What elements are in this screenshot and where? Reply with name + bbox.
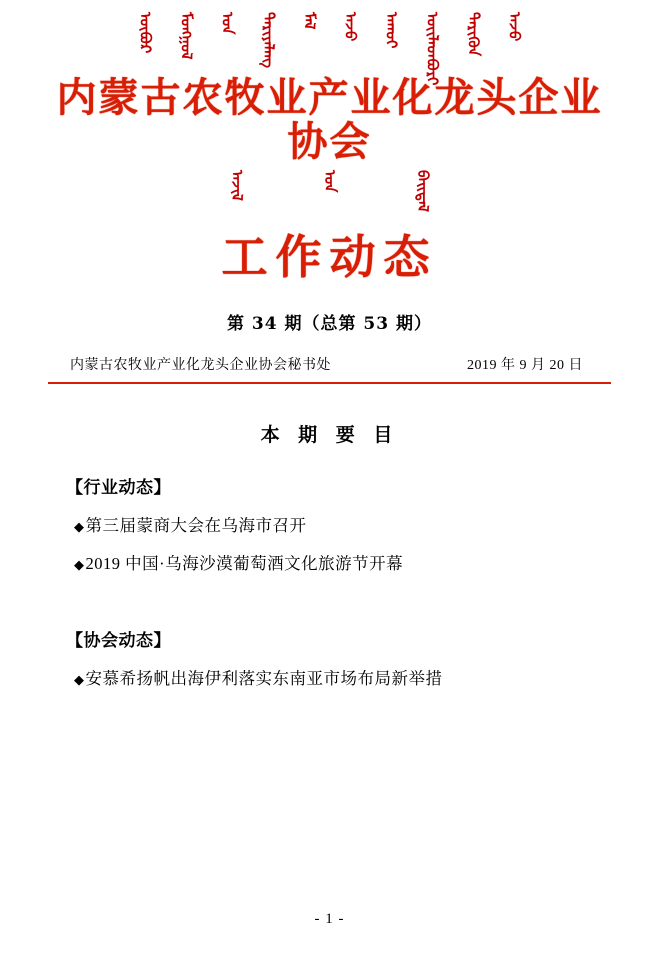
mongolian-glyph: ᠮᠠᠯ xyxy=(300,12,319,30)
diamond-bullet-icon: ◆ xyxy=(74,557,85,573)
mongolian-script-band-middle xyxy=(48,170,611,228)
section-heading: 【协会动态】 xyxy=(66,630,171,651)
contents-section-industry xyxy=(48,473,611,574)
list-item-label: 安慕希扬帆出海伊利落实东南亚市场布局新举措 xyxy=(85,668,443,688)
page-number: - 1 - xyxy=(314,911,345,927)
list-item[interactable] xyxy=(48,665,611,689)
mongolian-glyph: ᠲᠠᠷᠢᠶᠠᠯᠠᠩ xyxy=(259,12,278,68)
header-divider xyxy=(48,382,611,384)
mongolian-glyph: ᠦᠪᠦᠷ xyxy=(136,12,155,54)
list-item-label: 第三届蒙商大会在乌海市召开 xyxy=(85,515,307,535)
mongolian-glyph: ᠦᠢᠯᠡᠳᠪᠦᠷᠢ xyxy=(423,12,442,86)
list-item[interactable] xyxy=(48,512,611,536)
masthead-subtitle: 工作动态 xyxy=(221,230,438,284)
section-heading: 【行业动态】 xyxy=(66,477,171,498)
issue-number: 第 34 期（总第 53 期） xyxy=(227,313,432,334)
mongolian-glyph: ᠠᠵᠢᠯ xyxy=(228,170,246,201)
list-item-label: 2019 中国·乌海沙漠葡萄酒文化旅游节开幕 xyxy=(85,553,404,573)
mongolian-glyph: ᠲᠡᠷᠢᠭᠦᠨ xyxy=(464,12,483,57)
mongolian-glyph: ᠠᠬᠤᠢ xyxy=(382,12,401,49)
mongolian-script-band-top xyxy=(48,0,611,86)
mongolian-glyph: ᠪᠠᠢᠳᠠᠯ xyxy=(414,170,432,212)
mongolian-glyph: ᠮᠣᠩᠭᠣᠯ xyxy=(177,12,196,60)
diamond-bullet-icon: ◆ xyxy=(74,672,85,688)
masthead-title: 内蒙古农牧业产业化龙头企业协会 xyxy=(56,74,603,165)
contents-title: 本 期 要 目 xyxy=(260,423,399,446)
diamond-bullet-icon: ◆ xyxy=(74,519,85,535)
imprint-line xyxy=(48,354,611,374)
list-item[interactable] xyxy=(48,550,611,574)
contents-section-association xyxy=(48,626,611,689)
mongolian-glyph: ᠠᠵᠤ xyxy=(341,12,360,42)
mongolian-glyph: ᠤᠨ xyxy=(218,12,237,35)
mongolian-glyph: ᠠᠵᠤ xyxy=(505,12,524,42)
publication-date: 2019 年 9 月 20 日 xyxy=(467,357,583,373)
publisher-name: 内蒙古农牧业产业化龙头企业协会秘书处 xyxy=(70,357,331,373)
mongolian-glyph: ᠤᠨ xyxy=(321,170,339,193)
